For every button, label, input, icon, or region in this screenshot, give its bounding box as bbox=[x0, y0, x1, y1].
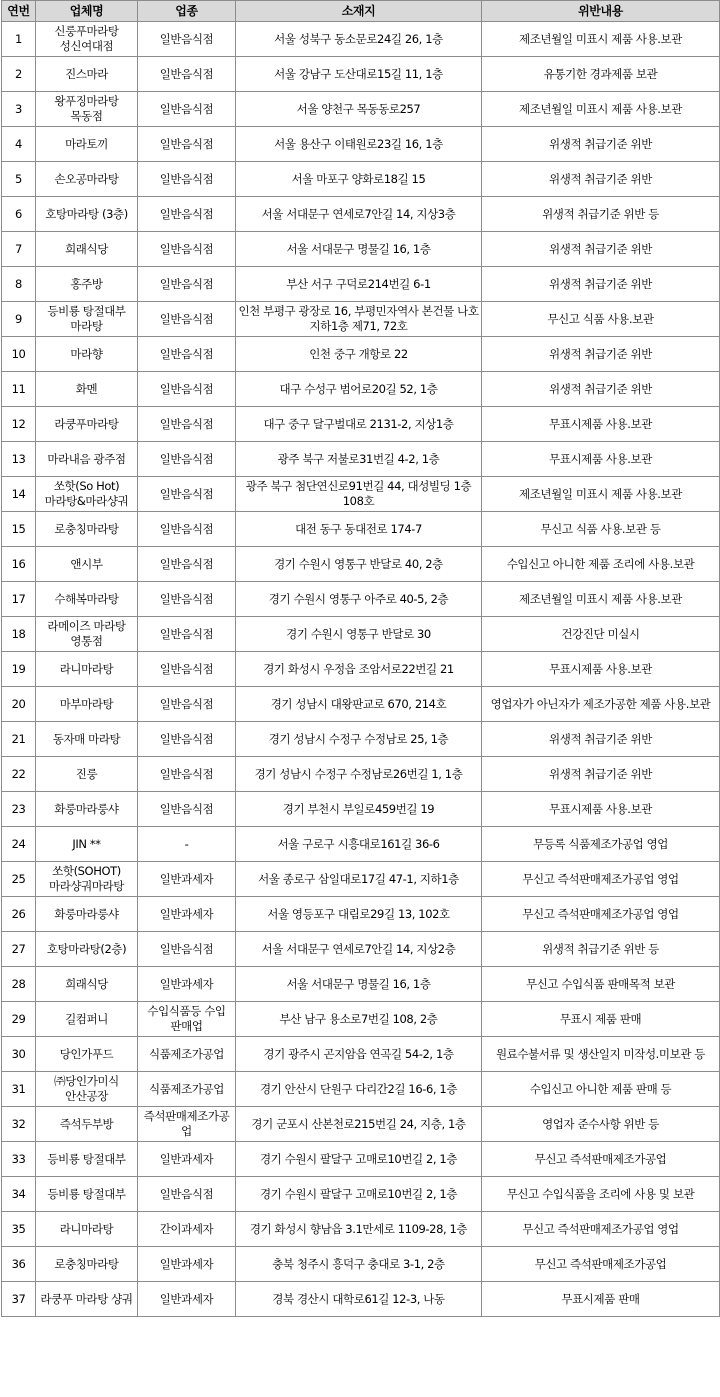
cell-business-type: 일반음식점 bbox=[138, 757, 236, 792]
cell-no: 21 bbox=[2, 722, 36, 757]
cell-address: 경기 수원시 팔달구 고매로10번길 2, 1층 bbox=[236, 1142, 482, 1177]
table-row bbox=[2, 652, 720, 687]
cell-violation: 영업자가 아닌자가 제조가공한 제품 사용.보관 bbox=[482, 687, 720, 722]
table-row bbox=[2, 337, 720, 372]
table-row bbox=[2, 967, 720, 1002]
cell-company: 즉석두부방 bbox=[36, 1107, 138, 1142]
cell-no: 5 bbox=[2, 162, 36, 197]
table-row bbox=[2, 1142, 720, 1177]
cell-violation: 무신고 수입식품 판매목적 보관 bbox=[482, 967, 720, 1002]
cell-business-type: 일반음식점 bbox=[138, 617, 236, 652]
cell-company: 라니마라탕 bbox=[36, 1212, 138, 1247]
cell-company: 수해복마라탕 bbox=[36, 582, 138, 617]
table-row bbox=[2, 862, 720, 897]
cell-address: 경기 수원시 영통구 아주로 40-5, 2층 bbox=[236, 582, 482, 617]
table-row bbox=[2, 827, 720, 862]
cell-violation: 무표시제품 사용.보관 bbox=[482, 407, 720, 442]
cell-violation: 위생적 취급기준 위반 bbox=[482, 372, 720, 407]
table-body bbox=[2, 22, 720, 1317]
cell-address: 경기 수원시 팔달구 고매로10번길 2, 1층 bbox=[236, 1177, 482, 1212]
table-row bbox=[2, 1107, 720, 1142]
cell-violation: 무표시제품 사용.보관 bbox=[482, 442, 720, 477]
cell-no: 22 bbox=[2, 757, 36, 792]
cell-address: 서울 영등포구 대림로29길 13, 102호 bbox=[236, 897, 482, 932]
cell-company: 홍주방 bbox=[36, 267, 138, 302]
cell-company: 앤시부 bbox=[36, 547, 138, 582]
cell-no: 15 bbox=[2, 512, 36, 547]
cell-no: 3 bbox=[2, 92, 36, 127]
cell-company: 등비룡 탕절대부 bbox=[36, 1177, 138, 1212]
cell-address: 경기 군포시 산본천로215번길 24, 지층, 1층 bbox=[236, 1107, 482, 1142]
cell-company: 신룽푸마라탕 성신여대점 bbox=[36, 22, 138, 57]
cell-company: 진룽 bbox=[36, 757, 138, 792]
cell-company: JIN ** bbox=[36, 827, 138, 862]
cell-violation: 위생적 취급기준 위반 등 bbox=[482, 197, 720, 232]
cell-business-type: 일반음식점 bbox=[138, 197, 236, 232]
table-row bbox=[2, 197, 720, 232]
table-row bbox=[2, 92, 720, 127]
table-row bbox=[2, 617, 720, 652]
cell-business-type: 일반음식점 bbox=[138, 687, 236, 722]
cell-violation: 위생적 취급기준 위반 bbox=[482, 127, 720, 162]
cell-company: 왕푸징마라탕 목동점 bbox=[36, 92, 138, 127]
cell-no: 24 bbox=[2, 827, 36, 862]
cell-no: 30 bbox=[2, 1037, 36, 1072]
table-row bbox=[2, 1002, 720, 1037]
cell-no: 7 bbox=[2, 232, 36, 267]
cell-company: 쏘핫(So Hot) 마라탕&마라샹궈 bbox=[36, 477, 138, 512]
cell-address: 대전 동구 동대전로 174-7 bbox=[236, 512, 482, 547]
cell-no: 16 bbox=[2, 547, 36, 582]
cell-business-type: 일반음식점 bbox=[138, 442, 236, 477]
cell-violation: 무신고 수입식품을 조리에 사용 및 보관 bbox=[482, 1177, 720, 1212]
header-row bbox=[2, 1, 720, 22]
cell-business-type: 일반음식점 bbox=[138, 722, 236, 757]
cell-address: 서울 마포구 양화로18길 15 bbox=[236, 162, 482, 197]
cell-address: 부산 남구 용소로7번길 108, 2층 bbox=[236, 1002, 482, 1037]
cell-no: 23 bbox=[2, 792, 36, 827]
table-row bbox=[2, 477, 720, 512]
cell-violation: 무표시제품 판매 bbox=[482, 1282, 720, 1317]
cell-business-type: 일반음식점 bbox=[138, 372, 236, 407]
cell-address: 경기 안산시 단원구 다리간2길 16-6, 1층 bbox=[236, 1072, 482, 1107]
cell-business-type: 일반음식점 bbox=[138, 1177, 236, 1212]
cell-address: 대구 중구 달구벌대로 2131-2, 지상1층 bbox=[236, 407, 482, 442]
cell-no: 33 bbox=[2, 1142, 36, 1177]
table-row bbox=[2, 267, 720, 302]
cell-address: 광주 북구 저불로31번길 4-2, 1층 bbox=[236, 442, 482, 477]
cell-violation: 무표시제품 사용.보관 bbox=[482, 652, 720, 687]
cell-business-type: 일반음식점 bbox=[138, 92, 236, 127]
table-row bbox=[2, 1037, 720, 1072]
cell-violation: 무신고 즉석판매제조가공업 bbox=[482, 1247, 720, 1282]
cell-violation: 원료수불서류 및 생산일지 미작성.미보관 등 bbox=[482, 1037, 720, 1072]
cell-violation: 무표시 제품 판매 bbox=[482, 1002, 720, 1037]
cell-no: 31 bbox=[2, 1072, 36, 1107]
cell-no: 37 bbox=[2, 1282, 36, 1317]
table-row bbox=[2, 162, 720, 197]
cell-address: 부산 서구 구덕로214번길 6-1 bbox=[236, 267, 482, 302]
cell-company: 화멘 bbox=[36, 372, 138, 407]
cell-no: 8 bbox=[2, 267, 36, 302]
cell-address: 경기 화성시 우정읍 조암서로22번길 21 bbox=[236, 652, 482, 687]
cell-violation: 위생적 취급기준 위반 bbox=[482, 757, 720, 792]
cell-address: 광주 북구 첨단연신로91번길 44, 대성빌딩 1층 108호 bbox=[236, 477, 482, 512]
cell-company: 마부마라탕 bbox=[36, 687, 138, 722]
table-row bbox=[2, 372, 720, 407]
cell-no: 18 bbox=[2, 617, 36, 652]
cell-company: 라쿵푸 마라탕 샹궈 bbox=[36, 1282, 138, 1317]
table-row bbox=[2, 547, 720, 582]
cell-business-type: 일반과세자 bbox=[138, 862, 236, 897]
cell-business-type: 일반음식점 bbox=[138, 337, 236, 372]
table-row bbox=[2, 232, 720, 267]
cell-company: 호탕마라탕(2층) bbox=[36, 932, 138, 967]
cell-company: 라쿵푸마라탕 bbox=[36, 407, 138, 442]
cell-company: ㈜당인가미식 안산공장 bbox=[36, 1072, 138, 1107]
cell-business-type: 일반과세자 bbox=[138, 1247, 236, 1282]
cell-violation: 위생적 취급기준 위반 bbox=[482, 337, 720, 372]
cell-address: 서울 서대문구 명물길 16, 1층 bbox=[236, 967, 482, 1002]
table-row bbox=[2, 1282, 720, 1317]
cell-violation: 수입신고 아니한 제품 판매 등 bbox=[482, 1072, 720, 1107]
cell-violation: 제조년월일 미표시 제품 사용.보관 bbox=[482, 92, 720, 127]
table-row bbox=[2, 582, 720, 617]
cell-business-type: 일반음식점 bbox=[138, 582, 236, 617]
cell-no: 2 bbox=[2, 57, 36, 92]
cell-address: 경기 부천시 부일로459번길 19 bbox=[236, 792, 482, 827]
cell-company: 진스마라 bbox=[36, 57, 138, 92]
cell-no: 25 bbox=[2, 862, 36, 897]
table-row bbox=[2, 757, 720, 792]
header-company: 업체명 bbox=[36, 1, 138, 22]
cell-company: 동자매 마라탕 bbox=[36, 722, 138, 757]
cell-business-type: 일반음식점 bbox=[138, 162, 236, 197]
cell-violation: 무등록 식품제조가공업 영업 bbox=[482, 827, 720, 862]
cell-no: 6 bbox=[2, 197, 36, 232]
cell-business-type: 즉석판매제조가공업 bbox=[138, 1107, 236, 1142]
cell-company: 라니마라탕 bbox=[36, 652, 138, 687]
cell-violation: 제조년월일 미표시 제품 사용.보관 bbox=[482, 22, 720, 57]
header-address: 소재지 bbox=[236, 1, 482, 22]
cell-business-type: 수입식품등 수입 판매업 bbox=[138, 1002, 236, 1037]
cell-violation: 영업자 준수사항 위반 등 bbox=[482, 1107, 720, 1142]
cell-violation: 유통기한 경과제품 보관 bbox=[482, 57, 720, 92]
table-row bbox=[2, 897, 720, 932]
cell-violation: 위생적 취급기준 위반 bbox=[482, 722, 720, 757]
cell-business-type: 일반음식점 bbox=[138, 792, 236, 827]
cell-business-type: 간이과세자 bbox=[138, 1212, 236, 1247]
table-row bbox=[2, 1212, 720, 1247]
cell-company: 화룽마라룽샤 bbox=[36, 792, 138, 827]
cell-violation: 위생적 취급기준 위반 bbox=[482, 267, 720, 302]
cell-company: 마라내음 광주점 bbox=[36, 442, 138, 477]
table-row bbox=[2, 792, 720, 827]
cell-no: 14 bbox=[2, 477, 36, 512]
cell-company: 로충칭마라탕 bbox=[36, 1247, 138, 1282]
cell-violation: 제조년월일 미표시 제품 사용.보관 bbox=[482, 582, 720, 617]
cell-no: 13 bbox=[2, 442, 36, 477]
cell-business-type: 일반음식점 bbox=[138, 57, 236, 92]
cell-no: 17 bbox=[2, 582, 36, 617]
cell-no: 11 bbox=[2, 372, 36, 407]
cell-business-type: - bbox=[138, 827, 236, 862]
cell-address: 경북 경산시 대학로61길 12-3, 나동 bbox=[236, 1282, 482, 1317]
cell-address: 서울 구로구 시흥대로161길 36-6 bbox=[236, 827, 482, 862]
cell-address: 서울 강남구 도산대로15길 11, 1층 bbox=[236, 57, 482, 92]
cell-company: 쏘핫(SOHOT) 마라샹궈마라탕 bbox=[36, 862, 138, 897]
cell-no: 4 bbox=[2, 127, 36, 162]
violation-table bbox=[1, 0, 720, 1317]
cell-business-type: 일반과세자 bbox=[138, 1142, 236, 1177]
cell-violation: 무신고 즉석판매제조가공업 영업 bbox=[482, 1212, 720, 1247]
cell-address: 서울 성북구 동소문로24길 26, 1층 bbox=[236, 22, 482, 57]
cell-business-type: 일반음식점 bbox=[138, 547, 236, 582]
cell-violation: 위생적 취급기준 위반 등 bbox=[482, 932, 720, 967]
cell-violation: 위생적 취급기준 위반 bbox=[482, 232, 720, 267]
cell-address: 서울 용산구 이태원로23길 16, 1층 bbox=[236, 127, 482, 162]
header-violation: 위반내용 bbox=[482, 1, 720, 22]
cell-no: 29 bbox=[2, 1002, 36, 1037]
cell-company: 손오공마라탕 bbox=[36, 162, 138, 197]
table-row bbox=[2, 442, 720, 477]
cell-address: 경기 화성시 향남읍 3.1만세로 1109-28, 1층 bbox=[236, 1212, 482, 1247]
cell-no: 34 bbox=[2, 1177, 36, 1212]
cell-address: 서울 종로구 삼일대로17길 47-1, 지하1층 bbox=[236, 862, 482, 897]
cell-company: 로충칭마라탕 bbox=[36, 512, 138, 547]
cell-address: 경기 수원시 영통구 반달로 30 bbox=[236, 617, 482, 652]
cell-business-type: 일반음식점 bbox=[138, 22, 236, 57]
cell-violation: 무신고 즉석판매제조가공업 bbox=[482, 1142, 720, 1177]
cell-no: 27 bbox=[2, 932, 36, 967]
cell-address: 서울 서대문구 연세로7안길 14, 지상2층 bbox=[236, 932, 482, 967]
cell-business-type: 식품제조가공업 bbox=[138, 1072, 236, 1107]
cell-business-type: 일반음식점 bbox=[138, 512, 236, 547]
table-row bbox=[2, 407, 720, 442]
cell-business-type: 일반음식점 bbox=[138, 127, 236, 162]
cell-company: 길컴퍼니 bbox=[36, 1002, 138, 1037]
header-no: 연번 bbox=[2, 1, 36, 22]
cell-no: 36 bbox=[2, 1247, 36, 1282]
cell-no: 20 bbox=[2, 687, 36, 722]
table-row bbox=[2, 1247, 720, 1282]
cell-business-type: 일반음식점 bbox=[138, 267, 236, 302]
cell-company: 호탕마라탕 (3층) bbox=[36, 197, 138, 232]
table-row bbox=[2, 1177, 720, 1212]
cell-business-type: 식품제조가공업 bbox=[138, 1037, 236, 1072]
cell-address: 서울 서대문구 연세로7안길 14, 지상3층 bbox=[236, 197, 482, 232]
cell-company: 화룽마라룽샤 bbox=[36, 897, 138, 932]
cell-violation: 제조년월일 미표시 제품 사용.보관 bbox=[482, 477, 720, 512]
cell-violation: 무표시제품 사용.보관 bbox=[482, 792, 720, 827]
cell-business-type: 일반음식점 bbox=[138, 652, 236, 687]
table-row bbox=[2, 302, 720, 337]
table-row bbox=[2, 722, 720, 757]
cell-address: 경기 광주시 곤지암읍 연곡길 54-2, 1층 bbox=[236, 1037, 482, 1072]
cell-company: 마라향 bbox=[36, 337, 138, 372]
cell-no: 12 bbox=[2, 407, 36, 442]
cell-address: 서울 양천구 목동동로257 bbox=[236, 92, 482, 127]
cell-company: 라메이즈 마라탕 영통점 bbox=[36, 617, 138, 652]
table-row bbox=[2, 687, 720, 722]
cell-business-type: 일반음식점 bbox=[138, 407, 236, 442]
table-row bbox=[2, 1072, 720, 1107]
table-row bbox=[2, 932, 720, 967]
cell-violation: 무신고 즉석판매제조가공업 영업 bbox=[482, 897, 720, 932]
cell-no: 19 bbox=[2, 652, 36, 687]
cell-address: 대구 수성구 범어로20길 52, 1층 bbox=[236, 372, 482, 407]
cell-business-type: 일반음식점 bbox=[138, 932, 236, 967]
table-row bbox=[2, 22, 720, 57]
cell-address: 서울 서대문구 명물길 16, 1층 bbox=[236, 232, 482, 267]
table-row bbox=[2, 57, 720, 92]
cell-business-type: 일반음식점 bbox=[138, 477, 236, 512]
cell-company: 희래식당 bbox=[36, 232, 138, 267]
cell-business-type: 일반과세자 bbox=[138, 1282, 236, 1317]
cell-no: 32 bbox=[2, 1107, 36, 1142]
table-row bbox=[2, 512, 720, 547]
cell-business-type: 일반음식점 bbox=[138, 232, 236, 267]
cell-violation: 무신고 식품 사용.보관 등 bbox=[482, 512, 720, 547]
cell-violation: 수입신고 아니한 제품 조리에 사용.보관 bbox=[482, 547, 720, 582]
header-business-type: 업종 bbox=[138, 1, 236, 22]
cell-no: 28 bbox=[2, 967, 36, 1002]
cell-address: 경기 성남시 수정구 수정남로 25, 1층 bbox=[236, 722, 482, 757]
cell-business-type: 일반음식점 bbox=[138, 302, 236, 337]
cell-violation: 건강진단 미실시 bbox=[482, 617, 720, 652]
cell-company: 당인가푸드 bbox=[36, 1037, 138, 1072]
cell-violation: 위생적 취급기준 위반 bbox=[482, 162, 720, 197]
cell-business-type: 일반과세자 bbox=[138, 967, 236, 1002]
cell-address: 인천 중구 개항로 22 bbox=[236, 337, 482, 372]
cell-no: 1 bbox=[2, 22, 36, 57]
cell-no: 9 bbox=[2, 302, 36, 337]
cell-company: 마라토끼 bbox=[36, 127, 138, 162]
cell-no: 10 bbox=[2, 337, 36, 372]
cell-no: 26 bbox=[2, 897, 36, 932]
cell-business-type: 일반과세자 bbox=[138, 897, 236, 932]
cell-address: 경기 수원시 영통구 반달로 40, 2층 bbox=[236, 547, 482, 582]
cell-address: 경기 성남시 대왕판교로 670, 214호 bbox=[236, 687, 482, 722]
cell-address: 인천 부평구 광장로 16, 부평민자역사 본건물 나호 지하1층 제71, 72호 bbox=[236, 302, 482, 337]
cell-violation: 무신고 즉석판매제조가공업 영업 bbox=[482, 862, 720, 897]
cell-no: 35 bbox=[2, 1212, 36, 1247]
cell-company: 등비룡 탕절대부 마라탕 bbox=[36, 302, 138, 337]
table-row bbox=[2, 127, 720, 162]
cell-address: 충북 청주시 흥덕구 충대로 3-1, 2층 bbox=[236, 1247, 482, 1282]
cell-violation: 무신고 식품 사용.보관 bbox=[482, 302, 720, 337]
cell-company: 등비룡 탕절대부 bbox=[36, 1142, 138, 1177]
cell-address: 경기 성남시 수정구 수정남로26번길 1, 1층 bbox=[236, 757, 482, 792]
cell-company: 희래식당 bbox=[36, 967, 138, 1002]
